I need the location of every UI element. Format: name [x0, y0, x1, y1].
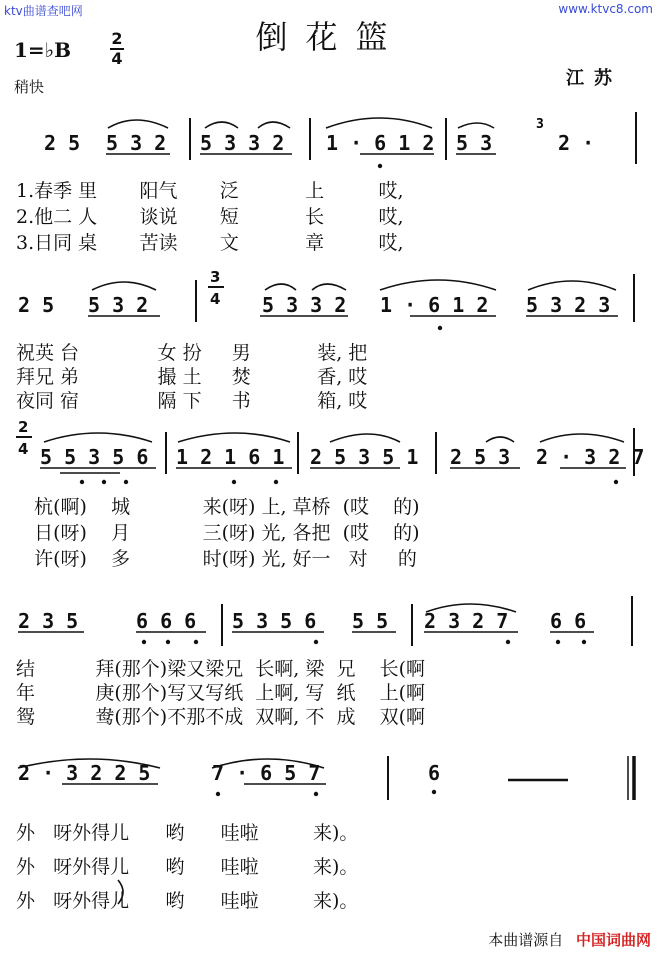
- grace-note: 3: [536, 117, 544, 132]
- slur: [486, 437, 514, 442]
- time-denominator: 4: [111, 49, 123, 68]
- note-group: 5 3: [456, 131, 493, 155]
- tempo-marking: 稍快: [14, 78, 45, 96]
- time-change-numerator: 3: [210, 268, 221, 286]
- note-group: 2 ·: [558, 131, 595, 155]
- note-group: 5 3 2 3: [526, 293, 611, 317]
- lyric-line: 日(呀) 月 三(呀) 光, 各把 (哎 的): [16, 522, 420, 544]
- note-group: 6: [428, 761, 441, 785]
- note-group: 5 3 3 2: [200, 131, 285, 155]
- time-change-3-4: [208, 268, 224, 308]
- note-group: 5 3 2: [106, 131, 167, 155]
- note-group: 2 3 5: [18, 609, 79, 633]
- lyric-line: 外 呀外得儿 哟 哇啦 来)。: [16, 890, 359, 912]
- time-change-numerator: 2: [18, 418, 29, 436]
- lyric-line: 鸳 鸯(那个)不那不成 双啊, 不 成 双(啊: [16, 706, 426, 728]
- lyric-line: 1.春季 里 阳气 泛 上 哎,: [16, 180, 404, 202]
- note-group: 2 5: [18, 293, 55, 317]
- note-group: —: [532, 761, 545, 785]
- slur: [528, 281, 616, 290]
- watermark-right: www.ktvc8.com: [558, 2, 653, 16]
- note-group: 5 3 3 2: [262, 293, 347, 317]
- lyric-line: 3.日同 桌 苦读 文 章 哎,: [16, 232, 404, 254]
- note-group: 7 · 6 5 7: [212, 761, 321, 785]
- time-numerator: 2: [111, 29, 123, 48]
- note-group: 1 2 1 6 1: [176, 445, 285, 469]
- lyric-line: 外 呀外得儿 哟 哇啦 来)。: [16, 822, 359, 844]
- lyric-line: 夜同 宿 隔 下 书 箱, 哎: [16, 390, 368, 412]
- note-group: 2 5 3: [450, 445, 511, 469]
- slur: [326, 118, 432, 128]
- note-group: 2 3 2 7: [424, 609, 509, 633]
- slur: [330, 434, 400, 442]
- footer-source: 本曲谱源自: [488, 931, 564, 949]
- note-group: 2 · 3 2 2 5: [18, 761, 151, 785]
- system-5-notes: [18, 761, 545, 785]
- system-2-notes: [18, 293, 610, 317]
- slur: [265, 284, 296, 290]
- note-group: 5 5: [352, 609, 389, 633]
- lyric-line: 2.他二 人 谈说 短 长 哎,: [16, 206, 404, 228]
- time-change-denominator: 4: [18, 440, 29, 458]
- slur: [258, 122, 290, 128]
- note-group: 6 6 6: [136, 609, 197, 633]
- lyric-line: 拜兄 弟 撮 土 焚 香, 哎: [16, 366, 368, 388]
- song-title: 倒花篮: [255, 18, 406, 56]
- slur: [108, 120, 168, 128]
- note-group: 2 · 3 2 7: [536, 445, 645, 469]
- note-group: 5 3 2: [88, 293, 149, 317]
- footer-site-link[interactable]: 中国词曲网: [575, 931, 651, 949]
- slur: [44, 433, 152, 442]
- region-label: 江苏: [566, 68, 622, 89]
- slur: [205, 122, 238, 128]
- note-group: 5 5 3 5 6: [40, 445, 149, 469]
- system-4-notes: [18, 609, 586, 633]
- system-1-notes: [44, 131, 594, 155]
- note-group: 2 5 3 5 1: [310, 445, 419, 469]
- lyric-line: 祝英 台 女 扮 男 装, 把: [16, 342, 368, 364]
- key-signature: 1=♭B: [14, 38, 72, 62]
- lyric-line: 外 呀外得儿 哟 哇啦 来)。: [16, 856, 359, 878]
- lyric-line: 许(呀) 多 时(呀) 光, 好一 对 的: [16, 548, 417, 570]
- note-group: 2 5: [44, 131, 81, 155]
- slur: [540, 434, 624, 442]
- note-group: 6 6: [550, 609, 587, 633]
- slur: [92, 282, 156, 290]
- lyric-line: 杭(啊) 城 来(呀) 上, 草桥 (哎 的): [16, 496, 420, 518]
- lyric-line: 年 庚(那个)写又写纸 上啊, 写 纸 上(啊: [16, 682, 426, 704]
- time-change-denominator: 4: [210, 290, 221, 308]
- slur: [312, 284, 346, 290]
- time-change-2-4: [16, 418, 32, 458]
- note-group: 5 3 5 6: [232, 609, 317, 633]
- note-group: 1 · 6 1 2: [326, 131, 435, 155]
- note-group: 1 · 6 1 2: [380, 293, 489, 317]
- footer: [488, 929, 651, 950]
- slur: [458, 123, 494, 128]
- lyric-line: 结 拜(那个)梁又梁兄 长啊, 梁 兄 长(啊: [16, 658, 426, 680]
- system-3-notes: [40, 445, 644, 469]
- watermark-left: ktv曲谱查吧网: [4, 4, 83, 18]
- slur: [380, 280, 496, 290]
- slur: [178, 433, 290, 442]
